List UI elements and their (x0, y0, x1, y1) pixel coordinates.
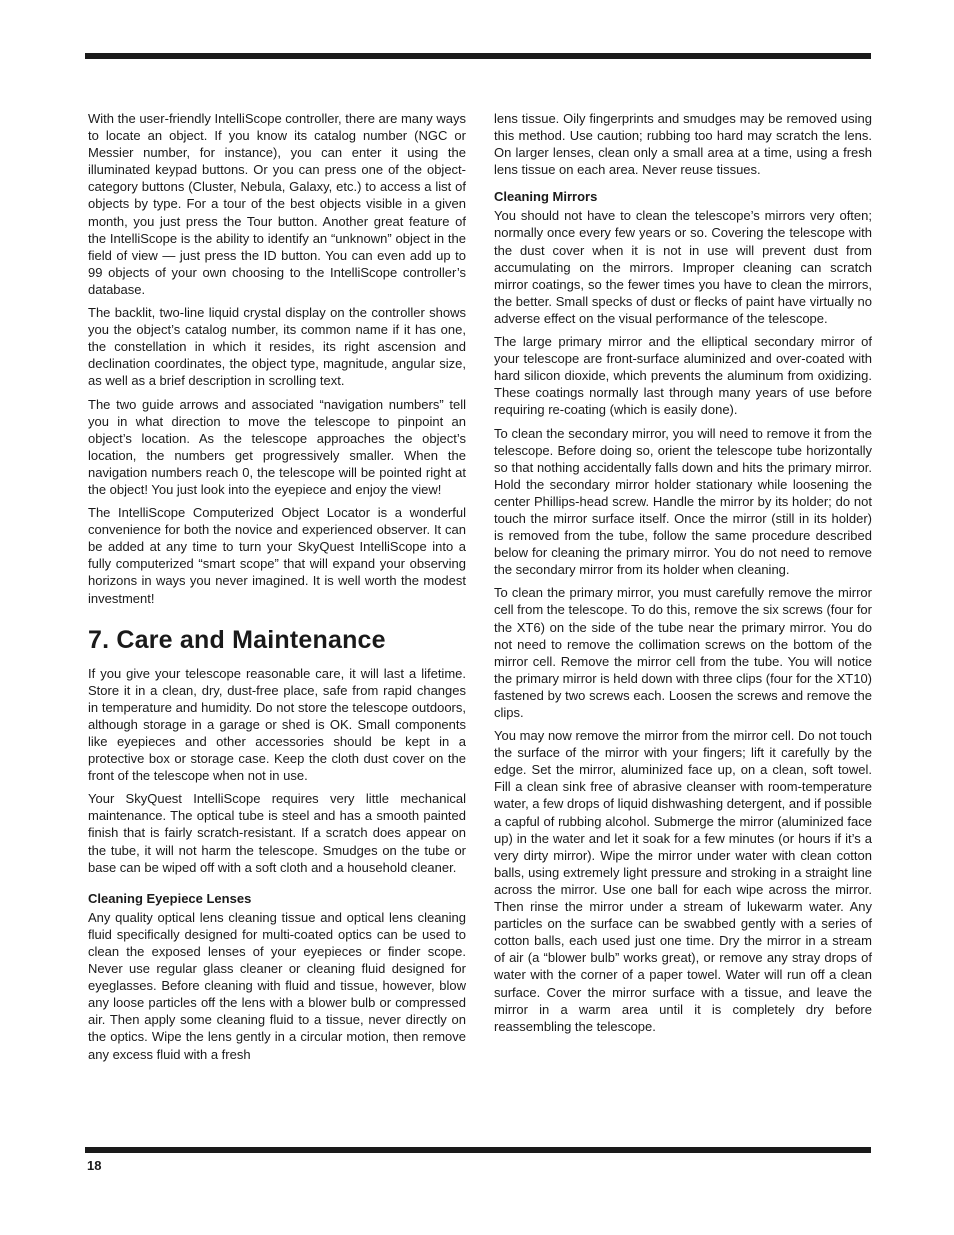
continuation-paragraph: lens tissue. Oily fingerprints and smudges may be removed using this method. Use caution; rubbing too hard may scratch the lens. On larger lenses, clean only a small area at a time, using a fresh lens tissue on each area. Never reuse tissues. (494, 111, 872, 178)
intro-paragraph-2: The backlit, two-line liquid crystal display on the controller shows you the object’s catalog number, its common name if it has one, the constellation in which it resides, its right ascension and declination coordinates, the object type, magnitude, angular size, as well as a brief description in scrolling text. (88, 305, 466, 389)
care-paragraph-1: If you give your telescope reasonable care, it will last a lifetime. Store it in a clean, dry, dust-free place, safe from rapid changes in temperature and humidity. Do not store the telescope outdoors, although storage in a garage or shed is OK. Small components like eyepieces and other accessories should be kept in a protective box or storage case. Keep the cloth dust cover on the front of the telescope when not in use. (88, 665, 466, 784)
bottom-rule (85, 1147, 871, 1153)
mirror-paragraph-3: To clean the secondary mirror, you will need to remove it from the telescope. Before doing so, orient the telescope tube horizontally so that nothing accidentally falls down and hits the primary mirror. Hold the secondary mirror holder stationary while loosening the center Phillips-head screw. Handle the mirror by its holder; do not touch the mirror surface itself. Once the mirror (still in its holder) is removed from the tube, follow the same procedure described below for cleaning the primary mirror. You do not need to remove the secondary mirror from its holder when cleaning. (494, 425, 872, 578)
mirror-paragraph-5: You may now remove the mirror from the mirror cell. Do not touch the surface of the mirror with your fingers; lift it carefully by the edge. Set the mirror, aluminized face up, on a clean, soft towel. Fill a clean sink free of abrasive cleanser with room-temperature water, a few drops of liquid dishwashing detergent, and if possible a capful of rubbing alcohol. Submerge the mirror (aluminized face up) in the water and let it soak for a few minutes (or hours if it’s a very dirty mirror). Wipe the mirror under water with clean cotton balls, using extremely light pressure and stroking in a straight line across the mirror. Use one ball for each wipe across the mirror. Then rinse the mirror under a stream of lukewarm water. Any particles on the surface can be swabbed gently with a series of cotton balls, each used just one time. Dry the mirror in a stream of air (a “blower bulb” works great), or remove any stray drops of water with the corner of a paper towel. Water will run off a clean surface. Cover the mirror surface with a tissue, and leave the mirror in a warm area until it is completely dry before reassembling the telescope. (494, 728, 872, 1034)
eyepiece-paragraph: Any quality optical lens cleaning tissue and optical lens cleaning fluid specifically designed for multi-coated optics can be used to clean the exposed lenses of your eyepieces or finder scope. Never use regular glass cleaner or cleaning fluid designed for eyeglasses. Before cleaning with fluid and tissue, however, blow any loose particles off the lens with a blower bulb or compressed air. Then apply some cleaning fluid to a tissue, never directly on the optics. Wipe the lens gently in a circular motion, then remove any excess fluid with a fresh (88, 909, 466, 1062)
mirrors-heading: Cleaning Mirrors (494, 189, 598, 205)
page-number: 18 (87, 1158, 102, 1173)
eyepiece-heading: Cleaning Eyepiece Lenses (88, 890, 252, 906)
left-column (88, 110, 466, 1069)
intro-paragraph-1: With the user-friendly IntelliScope controller, there are many ways to locate an object. If you know its catalog number (NGC or Messier number, for instance), you can enter it using the illuminated keypad buttons. Or you can press one of the object-category buttons (Cluster, Nebula, Galaxy, etc.) to access a list of objects by type. For a tour of the best objects visible in a given month, you just press the Tour button. Another great feature of the IntelliScope is the ability to identify an “unknown” object in the field of view — just press the ID button. You can even add up to 99 objects of your own choosing to the IntelliScope controller’s database. (88, 111, 466, 297)
top-rule (85, 53, 871, 59)
section-heading: 7. Care and Maintenance (88, 625, 386, 654)
intro-paragraph-3: The two guide arrows and associated “navigation numbers” tell you in what direction to move the telescope to pinpoint an object’s location. As the telescope approaches the object’s location, the numbers get progressively smaller. When the navigation numbers reach 0, the telescope will be pointed right at the object! You just look into the eyepiece and enjoy the view! (88, 396, 466, 497)
intro-paragraph-4: The IntelliScope Computerized Object Locator is a wonderful convenience for both the novice and experienced observer. It can be added at any time to turn your SkyQuest IntelliScope into a fully computerized “smart scope” that will expand your observing horizons in ways you never imagined. It is well worth the modest investment! (88, 505, 466, 606)
mirror-paragraph-4: To clean the primary mirror, you must carefully remove the mirror cell from the telescope. To do this, remove the six screws (four for the XT6) on the side of the tube near the primary mirror. You do not need to remove the collimation screws on the bottom of the mirror cell. Remove the mirror cell from the tube. You will notice the primary mirror is held down with three clips (four for the XT10) fastened by two screws each. Loosen the screws and remove the clips. (494, 585, 872, 720)
care-paragraph-2: Your SkyQuest IntelliScope requires very little mechanical maintenance. The optical tube is steel and has a smooth painted finish that is fairly scratch-resistant. If a scratch does appear on the tube, it will not harm the telescope. Smudges on the tube or base can be wiped off with a soft cloth and a household cleaner. (88, 791, 466, 875)
mirror-paragraph-2: The large primary mirror and the elliptical secondary mirror of your telescope are front-surface aluminized and over-coated with hard silicon dioxide, which prevents the aluminum from oxidizing. These coatings normally last through many years of use before requiring re-coating (which is easily done). (494, 334, 872, 418)
mirror-paragraph-1: You should not have to clean the telescope’s mirrors very often; normally once every few years or so. Covering the telescope with the dust cover when it is not in use will prevent dust from accumulating on the mirrors. Improper cleaning can scratch mirror coatings, so the fewer times you have to clean the mirrors, the better. Small specks of dust or flecks of paint have virtually no adverse effect on the visual performance of the telescope. (494, 208, 872, 326)
right-column (494, 110, 872, 1041)
